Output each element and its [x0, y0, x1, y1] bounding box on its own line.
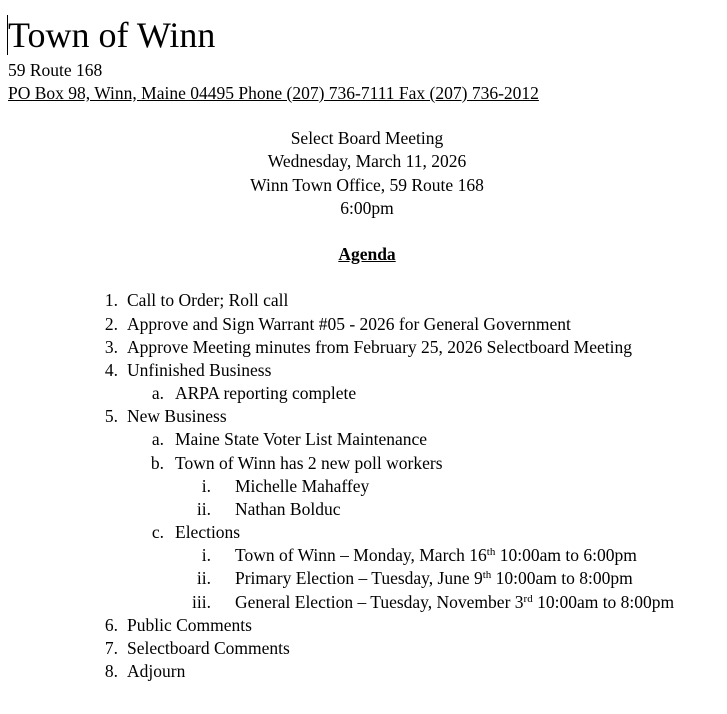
- item-number: 5.: [104, 406, 118, 426]
- address-line-2: PO Box 98, Winn, Maine 04495 Phone (207) 736-7111 Fax (207) 736-2012: [8, 83, 539, 103]
- item-number: i.: [201, 476, 211, 496]
- item-text: ARPA reporting complete: [175, 383, 357, 403]
- meeting-date: Wednesday, March 11, 2026: [267, 151, 467, 172]
- item-number: iii.: [192, 592, 211, 612]
- item-text: [235, 567, 633, 590]
- item-number: ii.: [196, 568, 211, 588]
- item-number: c.: [151, 522, 164, 542]
- item-number: 6.: [104, 615, 118, 635]
- item-text: Unfinished Business: [127, 360, 272, 380]
- item-text: Approve and Sign Warrant #05 - 2026 for General Government: [127, 314, 571, 334]
- item-number: 4.: [104, 360, 118, 380]
- item-text: Elections: [175, 522, 241, 542]
- meeting-location: Winn Town Office, 59 Route 168: [250, 174, 484, 195]
- item-number: 2.: [104, 314, 118, 334]
- item-number: a.: [151, 429, 164, 449]
- item-text: Public Comments: [127, 615, 252, 635]
- item-text: Approve Meeting minutes from February 25, 2026 Selectboard Meeting: [127, 337, 632, 357]
- item-text: Michelle Mahaffey: [235, 476, 370, 496]
- agenda-heading: Agenda: [338, 244, 396, 264]
- item-number: 7.: [104, 638, 118, 658]
- item-number: b.: [150, 453, 164, 473]
- town-title: Town of Winn: [8, 15, 216, 55]
- item-text: Adjourn: [127, 661, 186, 681]
- meeting-info: [0, 127, 727, 220]
- item-text: Nathan Bolduc: [235, 499, 341, 519]
- address-line-1: 59 Route 168: [8, 60, 103, 80]
- item-number: 8.: [104, 661, 118, 681]
- item-number: i.: [201, 545, 211, 565]
- item-text: Maine State Voter List Maintenance: [175, 429, 428, 449]
- item-text: Selectboard Comments: [127, 638, 290, 658]
- item-number: ii.: [196, 499, 211, 519]
- item-text-post: 10:00am to 6:00pm: [495, 545, 637, 565]
- meeting-name: Select Board Meeting: [290, 128, 444, 148]
- item-text-post: 10:00am to 8:00pm: [491, 568, 633, 588]
- item-number: a.: [151, 383, 164, 403]
- ordinal-suffix: th: [486, 546, 496, 558]
- meeting-time: 6:00pm: [340, 197, 394, 218]
- item-text: [235, 544, 637, 567]
- ordinal-suffix: th: [482, 569, 492, 581]
- item-text: Town of Winn has 2 new poll workers: [175, 453, 443, 473]
- ordinal-suffix: rd: [523, 593, 533, 605]
- item-text-pre: General Election – Tuesday, November 3: [235, 592, 524, 612]
- item-text-pre: Town of Winn – Monday, March 16: [235, 545, 487, 565]
- item-number: 1.: [104, 290, 118, 310]
- item-text: [235, 591, 674, 614]
- item-text: New Business: [127, 406, 227, 426]
- item-text-post: 10:00am to 8:00pm: [532, 592, 675, 612]
- item-number: 3.: [104, 337, 118, 357]
- item-text-pre: Primary Election – Tuesday, June 9: [235, 568, 483, 588]
- item-text: Call to Order; Roll call: [127, 290, 289, 310]
